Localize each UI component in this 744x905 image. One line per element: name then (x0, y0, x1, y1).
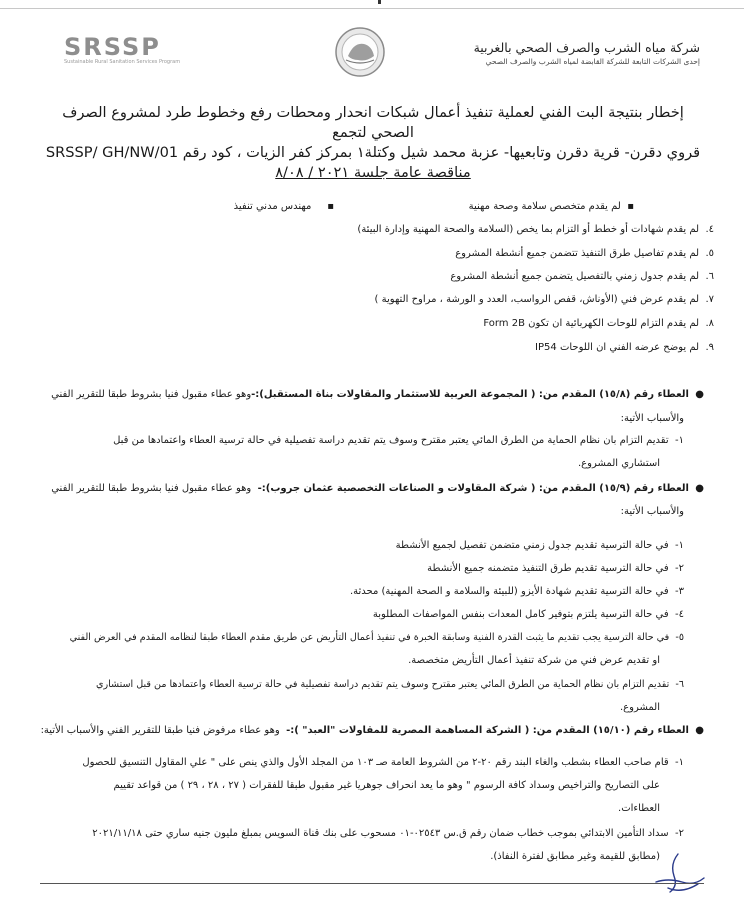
reason-item: ٩. لم يوضح عرضه الفني ان اللوحات IP54 (535, 342, 714, 353)
bid-9-item-cont: او تقديم عرض فني من شركة تنفيذ أعمال التأريض متخصصة. (408, 655, 660, 666)
bid-9-item-cont: المشروع. (619, 702, 660, 713)
top-border (0, 0, 744, 9)
bid-9-item: ٤- في حالة الترسية يلتزم بتوفير كامل المعدات بنفس المواصفات المطلوبة (372, 609, 684, 620)
bid-9-reasons-label: والأسباب الأتية: (620, 506, 684, 517)
bid-9-item: ٢- في حالة الترسية تقديم طرق التنفيذ متضمنه جميع الأنشطة (427, 563, 684, 574)
bullet-item: ▪ مهندس مدني تنفيذ (233, 201, 334, 212)
company-subtitle: إحدى الشركات التابعة للشركة القابضة لمياه الشرب والصرف الصحي (485, 57, 700, 66)
bid-8-item: ١- تقديم التزام بان نظام الحماية من الطرق المائي يعتبر مقترح وسوف يتم تقديم دراسة تفصيلية في حالة ترسية العطاء واعتمادها من قبل (113, 435, 684, 446)
bid-9-item: ٥- في حالة الترسية يجب تقديم ما يثبت القدرة الفنية وسابقة الخبرة في تنفيذ أعمال التأريض عن طريق مقدم العطاء طبقا لنظامه المقدم في العرض الفني (69, 632, 684, 643)
bid-10-item: ٢- سداد التأمين الابتدائي بموجب خطاب ضمان رقم ق.س ٠٢٥٤٣-٠١ مسحوب على بنك قناة السويس بمبلغ مليون جنيه ساري حتى ٢٠٢١/١١/١٨ (92, 828, 684, 839)
bid-9-item: ٣- في حالة الترسية تقديم شهادة الأيزو (للبيئة والسلامة و الصحة المهنية) محدثة. (349, 586, 684, 597)
bid-9-heading: ● العطاء رقم (١٥/٩) المقدم من: ( شركة المقاولات و الصناعات التخصصية عثمان جروب):- وهو عطاء مقبول فنيا بشروط طبقا للتقرير الفني (51, 483, 704, 494)
reason-item: ٧. لم يقدم عرض فني (الأوناش، قفص الرواسب، العدد و الورشة ، مراوح التهوية ) (374, 294, 714, 305)
holding-company-seal-icon (334, 26, 386, 78)
bid-10-item-cont: العطاءات. (618, 803, 660, 814)
reason-item: ٨. لم يقدم التزام للوحات الكهربائية ان تكون Form 2B (483, 318, 714, 329)
title-line-3: مناقصة عامة جلسة ٢٠٢١ / ٨/٠٨ (275, 164, 471, 181)
bid-8-item-cont: استشاري المشروع. (578, 458, 660, 469)
bid-9-item: ١- في حالة الترسية تقديم جدول زمني متضمن تفصيل لجميع الأنشطة (395, 540, 684, 551)
reason-item: ٥. لم يقدم تفاصيل طرق التنفيذ تتضمن جميع أنشطة المشروع (455, 248, 714, 259)
company-name: شركة مياه الشرب والصرف الصحي بالغربية (473, 40, 700, 55)
title-line-2: قروي دقرن- قرية دقرن وتابعيها- عزبة محمد شيل وكتلة١ بمركز كفر الزيات ، كود رقم SRSSP/ GH/NW/01 (45, 144, 701, 161)
top-mark (378, 0, 381, 4)
bullet-item: ▪ لم يقدم متخصص سلامة وصحة مهنية (468, 201, 634, 212)
signature-icon (648, 848, 710, 902)
bullet-icon: ▪ (627, 201, 634, 212)
bullet-icon: ▪ (327, 201, 334, 212)
footer-rule (40, 883, 704, 884)
bid-8-heading: ● العطاء رقم (١٥/٨) المقدم من: ( المجموعة العربية للاستثمار والمقاولات بناة المستقبل):-وهو عطاء مقبول فنيا بشروط طبقا للتقرير الفني (51, 389, 704, 400)
brand-name: SRSSP (64, 33, 161, 61)
reason-item: ٦. لم يقدم جدول زمني بالتفصيل يتضمن جميع أنشطة المشروع (450, 271, 714, 282)
bullet-icon: ● (695, 725, 704, 736)
company-header (474, 40, 700, 66)
bid-10-item-cont: على التصاريح والتراخيص وسداد كافة الرسوم " وهو ما يعد انحراف جوهريا غير مقبول طبقا للفقرات ( ٢٧ ، ٢٨ ، ٢٩ ) من قواعد تقييم (113, 780, 660, 791)
bullet-icon: ● (695, 483, 704, 494)
bid-10-heading: ● العطاء رقم (١٥/١٠) المقدم من: ( الشركة المساهمة المصرية للمقاولات "العبد" ):- وهو عطاء مرفوض فنيا طبقا للتقرير الفني والأسباب الأتية: (40, 725, 704, 736)
srssp-logo (64, 33, 180, 65)
bid-8-reasons-label: والأسباب الأتية: (620, 413, 684, 424)
brand-subtitle: Sustainable Rural Sanitation Services Program (64, 59, 181, 65)
bid-9-item: ٦- تقديم التزام بان نظام الحماية من الطرق المائي يعتبر مقترح وسوف يتم تقديم دراسة تفصيلية في حالة ترسية العطاء واعتمادها من قبل استشاري (95, 679, 684, 690)
title-line-1: إخطار بنتيجة البت الفني لعملية تنفيذ أعمال شبكات انحدار ومحطات رفع وخطوط طرد لمشروع الصرف الصحي لتجمع (62, 104, 684, 141)
bid-10-item-cont: (مطابق للقيمة وغير مطابق لفترة النفاذ). (490, 851, 660, 862)
bullet-icon: ● (695, 389, 704, 400)
document-title (40, 103, 706, 183)
reason-item: ٤. لم يقدم شهادات أو خطط أو التزام بما يخص (السلامة والصحة المهنية وإدارة البيئة) (357, 224, 714, 235)
bid-10-item: ١- قام صاحب العطاء بشطب والغاء البند رقم ٢٠-٢ من الشروط العامة صـ ١٠٣ من المجلد الأول والذي ينص على " علي المقاول التنسيق للحصول (82, 757, 684, 768)
